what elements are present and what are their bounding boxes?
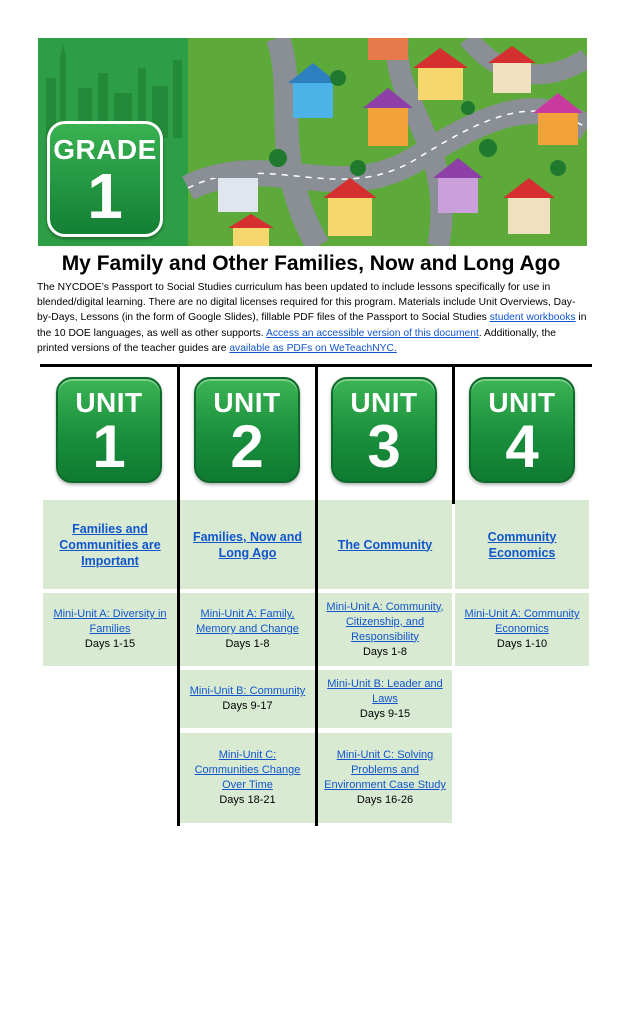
weteachnyc-pdfs-link[interactable]: available as PDFs on WeTeachNYC. [229,342,397,354]
unit-1-title-cell [43,500,177,589]
unit-label: UNIT [75,387,143,418]
accessible-version-link[interactable]: Access an accessible version of this document [265,327,479,339]
unit-3-mini-unit-a-days: Days 1-8 [362,645,408,658]
unit-2-mini-unit-a-link[interactable]: Mini-Unit A: Family, Memory and Change [196,608,299,635]
grade-label: GRADE [53,134,157,165]
intro-text-1: The NYCDOE’s Passport to Social Studies curriculum has been updated to include lessons specifically for use in blended/digital learning. There are no digital licenses required for this program. Materials include Unit Overviews, Day-by-Days, Lessons (in the form of Google Slides), fillable PDF files of the Passport to Social Studies [37,282,576,324]
grade-badge [47,121,163,237]
unit-3-mini-unit-b-days: Days 9-15 [359,707,411,720]
unit-label: UNIT [488,387,556,418]
unit-3-title-cell [318,500,452,589]
unit-2-mini-unit-c-cell [180,733,315,823]
unit-4-title-cell [455,500,589,589]
unit-2-title-link[interactable]: Families, Now and Long Ago [192,529,303,560]
unit-2-title-cell [180,500,315,589]
unit-3-mini-unit-a-link[interactable]: Mini-Unit A: Community, Citizenship, and Responsibility [326,600,444,643]
unit-3-mini-unit-c-cell [318,733,452,823]
unit-4-mini-unit-a-cell [455,593,589,666]
unit-4-badge [469,377,575,483]
column-divider [452,364,455,504]
unit-1-mini-unit-a-cell [43,593,177,666]
unit-label: UNIT [350,387,418,418]
unit-3-mini-unit-b-link[interactable]: Mini-Unit B: Leader and Laws [327,677,443,705]
unit-2-mini-unit-b-days: Days 9-17 [222,700,273,712]
unit-label: UNIT [213,387,281,418]
unit-4-mini-unit-a-days: Days 1-10 [496,638,548,650]
intro-text-2: in the 10 DOE languages, as well as other supports. [37,312,587,339]
unit-1-mini-unit-a-link[interactable]: Mini-Unit A: Diversity in Families [53,608,167,635]
unit-1-title-link[interactable]: Families and Communities are Important [59,521,161,568]
unit-3-mini-unit-c-link[interactable]: Mini-Unit C: Solving Problems and Environment Case Study [324,749,446,791]
unit-2-mini-unit-b-link[interactable]: Mini-Unit B: Community [189,685,306,697]
unit-2-mini-unit-a-cell [180,593,315,666]
student-workbooks-link[interactable]: student workbooks [489,312,576,324]
grade-number: 1 [87,160,123,232]
unit-2-mini-unit-c-days: Days 18-21 [219,794,276,806]
unit-3-title-link[interactable]: The Community [337,537,433,552]
unit-3-badge [331,377,437,483]
unit-1-mini-unit-a-days: Days 1-15 [84,638,136,650]
unit-2-mini-unit-a-days: Days 1-8 [225,638,270,650]
unit-4-title-link[interactable]: Community Economics [487,529,557,560]
unit-1-badge [56,377,162,483]
intro-paragraph [37,280,589,356]
page-title: My Family and Other Families, Now and Long Ago [61,252,561,275]
unit-2-mini-unit-b-cell [180,670,315,728]
unit-number: 3 [367,413,401,480]
grade-banner [38,38,587,246]
unit-3-mini-unit-a-cell [318,593,452,666]
unit-3-mini-unit-b-cell [318,670,452,728]
intro-text-3: . Additionally, the printed versions of the teacher guides are [37,327,556,354]
unit-4-mini-unit-a-link[interactable]: Mini-Unit A: Community Economics [464,608,580,635]
unit-2-badge [194,377,300,483]
unit-number: 4 [505,413,539,480]
unit-3-mini-unit-c-days: Days 16-26 [356,794,414,806]
unit-number: 1 [92,413,126,480]
unit-2-mini-unit-c-link[interactable]: Mini-Unit C: Communities Change Over Time [194,749,301,791]
unit-number: 2 [230,413,264,480]
